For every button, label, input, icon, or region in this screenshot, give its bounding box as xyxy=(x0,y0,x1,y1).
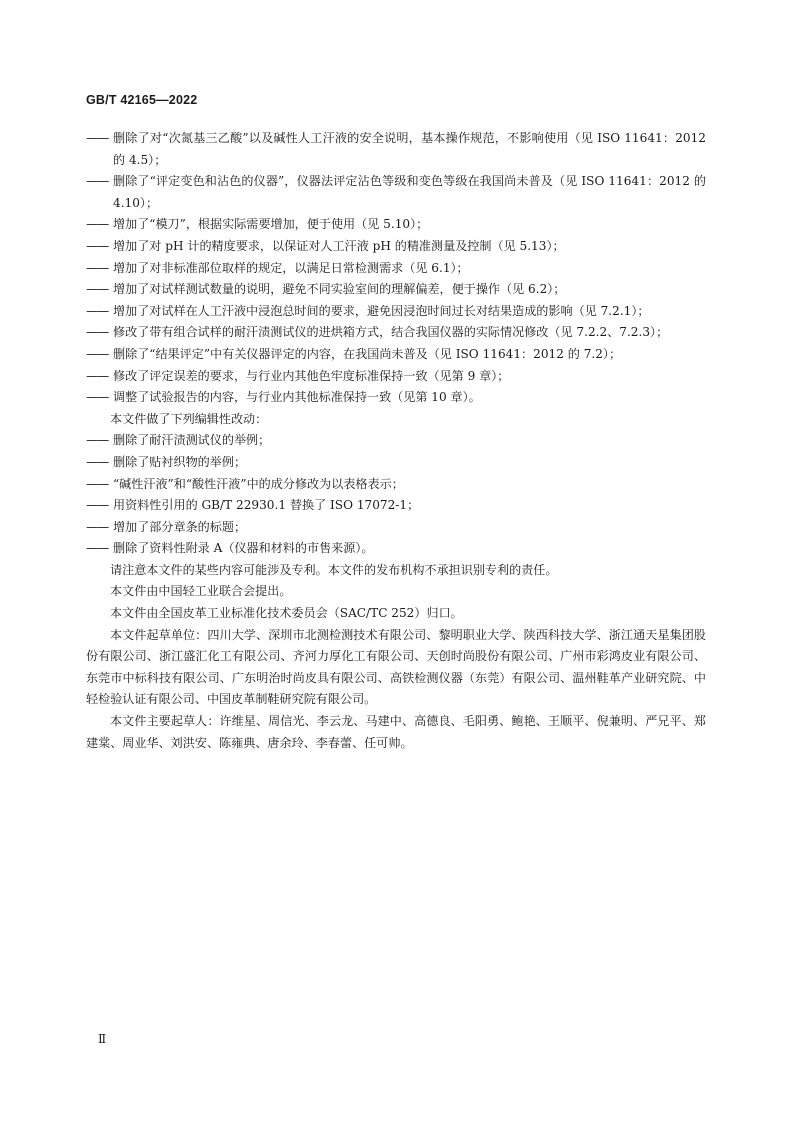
dash-marker: —— xyxy=(86,498,109,513)
list-item: —— 用资料性引用的 GB/T 22930.1 替换了 ISO 17072-1； xyxy=(86,495,706,517)
list-item: —— 删除了贴衬织物的举例； xyxy=(86,452,706,474)
dash-marker: —— xyxy=(86,541,109,556)
dash-marker: —— xyxy=(86,131,109,145)
dash-marker: —— xyxy=(86,238,109,253)
editorial-changes-list xyxy=(86,430,706,560)
list-item: —— 增加了“模刀”，根据实际需要增加，便于使用（见 5.10）； xyxy=(86,214,706,236)
dash-marker: —— xyxy=(86,476,109,491)
editorial-intro: 本文件做了下列编辑性改动： xyxy=(110,411,268,426)
list-item: —— 增加了部分章条的标题； xyxy=(86,517,706,539)
list-item: —— 删除了“评定变色和沾色的仪器”，仪器法评定沾色等级和变色等级在我国尚未普及（见 ISO 11641：2012 的 4.10）； xyxy=(86,171,706,214)
dash-marker: —— xyxy=(86,346,109,361)
drafters: 本文件主要起草人：许维星、周信光、李云龙、马建中、高德良、毛阳勇、鲍艳、王顺平、倪兼明、严兄平、郑建棠、周业华、刘洪安、陈雍典、唐余玲、李春蕾、任可帅。 xyxy=(86,714,706,750)
dash-marker: —— xyxy=(86,303,109,318)
dash-marker: —— xyxy=(86,282,109,297)
centralized-by: 本文件由全国皮革工业标准化技术委员会（SAC/TC 252）归口。 xyxy=(110,606,463,621)
list-item: —— 增加了对 pH 计的精度要求，以保证对人工汗液 pH 的精准测量及控制（见 5.13）； xyxy=(86,236,706,258)
dash-marker: —— xyxy=(86,433,109,448)
technical-changes-list xyxy=(86,128,706,409)
list-item: —— 删除了资料性附录 A（仪器和材料的市售来源）。 xyxy=(86,538,706,560)
dash-marker: —— xyxy=(86,368,109,383)
list-item: —— 增加了对非标准部位取样的规定，以满足日常检测需求（见 6.1）； xyxy=(86,258,706,280)
dash-marker: —— xyxy=(86,325,109,340)
standard-code-header: GB/T 42165—2022 xyxy=(86,93,198,107)
list-item: —— 删除了对“次氮基三乙酸”以及碱性人工汗液的安全说明，基本操作规范，不影响使用（见 ISO 11641：2012 的 4.5）； xyxy=(86,128,706,171)
dash-marker: —— xyxy=(86,217,109,232)
list-item: —— 修改了评定误差的要求，与行业内其他色牢度标准保持一致（见第 9 章）； xyxy=(86,366,706,388)
list-item: —— “碱性汗液”和“酸性汗液”中的成分修改为以表格表示； xyxy=(86,474,706,496)
drafting-units: 本文件起草单位：四川大学、深圳市北测检测技术有限公司、黎明职业大学、陕西科技大学、浙江通天星集团股份有限公司、浙江盛汇化工有限公司、齐河力厚化工有限公司、天创时尚股份有限公司、广州市彩鸿皮业有限公司、东莞市中标科技有限公司、广东明治时尚皮具有限公司、高铁检测仪器（东莞）有限公司、温州鞋革产业研究院、中轻检验认证有限公司、中国皮革制鞋研究院有限公司。 xyxy=(86,627,706,707)
patent-notice: 请注意本文件的某些内容可能涉及专利。本文件的发布机构不承担识别专利的责任。 xyxy=(110,562,558,577)
proposed-by: 本文件由中国轻工业联合会提出。 xyxy=(110,584,292,599)
dash-marker: —— xyxy=(86,454,109,469)
list-item: —— 增加了对试样在人工汗液中浸泡总时间的要求，避免因浸泡时间过长对结果造成的影响（见 7.2.1）； xyxy=(86,301,706,323)
list-item: —— 删除了耐汗渍测试仪的举例； xyxy=(86,430,706,452)
list-item: —— 删除了“结果评定”中有关仪器评定的内容，在我国尚未普及（见 ISO 11641：2012 的 7.2）； xyxy=(86,344,706,366)
list-item: —— 增加了对试样测试数量的说明，避免不同实验室间的理解偏差，便于操作（见 6.2）； xyxy=(86,279,706,301)
dash-marker: —— xyxy=(86,390,109,405)
list-item: —— 调整了试验报告的内容，与行业内其他标准保持一致（见第 10 章）。 xyxy=(86,387,706,409)
foreword-content xyxy=(86,128,706,754)
list-item: —— 修改了带有组合试样的耐汗渍测试仪的进烘箱方式，结合我国仪器的实际情况修改（见 7.2.2、7.2.3）； xyxy=(86,322,706,344)
dash-marker: —— xyxy=(86,519,109,534)
page-number: Ⅱ xyxy=(98,1032,107,1046)
dash-marker: —— xyxy=(86,260,109,275)
dash-marker: —— xyxy=(86,174,109,189)
